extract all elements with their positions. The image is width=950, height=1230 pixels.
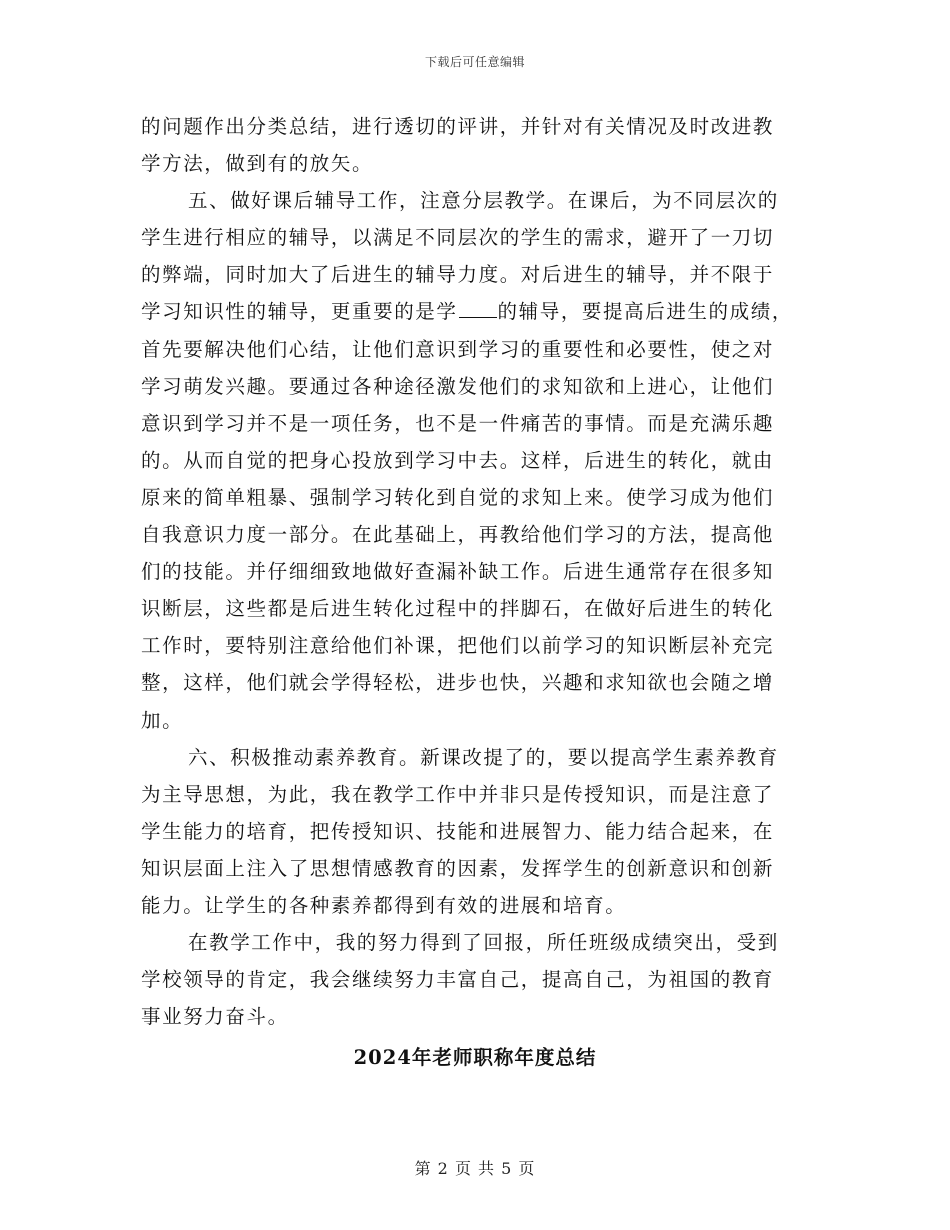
text-line: 学习萌发兴趣。要通过各种途径激发他们的求知欲和上进心，让他们 [141, 374, 775, 398]
text-line: 学生进行相应的辅导，以满足不同层次的学生的需求，避开了一刀切 [141, 226, 775, 250]
document-body [141, 108, 801, 1035]
text-line: 事业努力奋斗。 [141, 1005, 289, 1029]
page-header: 下载后可任意编辑 [424, 55, 525, 69]
fill-in-blank [459, 295, 497, 318]
text-line: 加。 [141, 708, 184, 732]
text-line: 原来的简单粗暴、强制学习转化到自觉的求知上来。使学习成为他们 [141, 485, 775, 509]
text-line: 学校领导的肯定，我会继续努力丰富自己，提高自己，为祖国的教育 [141, 968, 775, 992]
text-line: 的。从而自觉的把身心投放到学习中去。这样，后进生的转化，就由 [141, 448, 775, 472]
paragraph-start-line: 六、积极推动素养教育。新课改提了的，要以提高学生素养教育 [188, 745, 779, 769]
text-line: 知识层面上注入了思想情感教育的因素，发挥学生的创新意识和创新 [141, 856, 775, 880]
text-line: 们的技能。并仔细细致地做好查漏补缺工作。后进生通常存在很多知 [141, 560, 775, 584]
text-line: 意识到学习并不是一项任务，也不是一件痛苦的事情。而是充满乐趣 [141, 411, 775, 435]
text-line-with-blank [141, 293, 801, 330]
paragraph-start-line: 五、做好课后辅导工作，注意分层教学。在课后，为不同层次的 [188, 189, 779, 213]
text-line: 学生能力的培育，把传授知识、技能和进展智力、能力结合起来，在 [141, 819, 775, 843]
text-line: 工作时，要特别注意给他们补课，把他们以前学习的知识断层补充完 [141, 634, 775, 658]
text-line: 的问题作出分类总结，进行透切的评讲，并针对有关情况及时改进教 [141, 115, 775, 138]
text-line: 学方法，做到有的放矢。 [141, 152, 374, 176]
text-line: 的弊端，同时加大了后进生的辅导力度。对后进生的辅导，并不限于 [141, 263, 775, 287]
text-line: 识断层，这些都是后进生转化过程中的拌脚石，在做好后进生的转化 [141, 597, 775, 621]
section-title: 2024年老师职称年度总结 [353, 1046, 597, 1069]
text-line: 能力。让学生的各种素养都得到有效的进展和培育。 [141, 893, 627, 917]
page-footer: 第 2 页 共 5 页 [414, 1159, 536, 1178]
paragraph-start-line: 在教学工作中，我的努力得到了回报，所任班级成绩突出，受到 [188, 931, 779, 955]
text-fragment: 学习知识性的辅导，更重要的是学 [141, 300, 458, 324]
text-line: 自我意识力度一部分。在此基础上，再教给他们学习的方法，提高他 [141, 523, 775, 547]
text-line: 为主导思想，为此，我在教学工作中并非只是传授知识，而是注意了 [141, 782, 775, 806]
text-line: 整，这样，他们就会学得轻松，进步也快，兴趣和求知欲也会随之增 [141, 671, 775, 695]
text-line: 首先要解决他们心结，让他们意识到学习的重要性和必要性，使之对 [141, 337, 775, 361]
text-fragment: 的辅导，要提高后进生的成绩， [497, 300, 793, 324]
